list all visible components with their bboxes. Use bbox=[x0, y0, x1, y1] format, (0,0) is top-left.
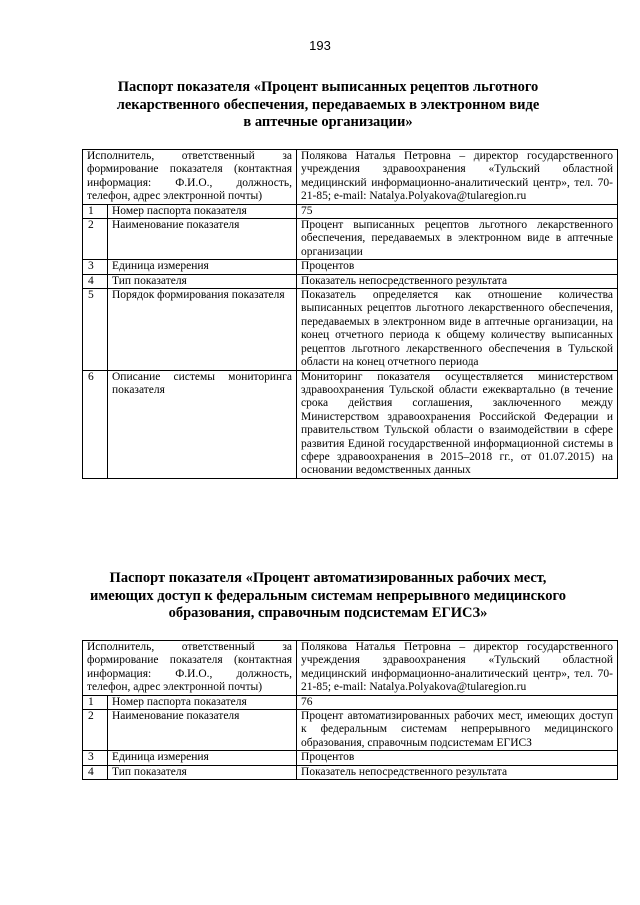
row-label: Наименование показателя bbox=[108, 219, 297, 260]
page-number: 193 bbox=[309, 38, 331, 53]
table-row bbox=[83, 274, 618, 288]
row-value: Процентов bbox=[297, 751, 618, 765]
row-number: 1 bbox=[83, 204, 108, 218]
executor-value: Полякова Наталья Петровна – директор государственного учреждения здравоохранения «Тульский областной медицинский информационно-аналитический центр», тел. 70-21-85; e-mail: Natalya.Polyakova@tularegion.ru bbox=[297, 150, 618, 205]
executor-label: Исполнитель, ответственный за формирование показателя (контактная информация: Ф.И.О., должность, телефон, адрес электронной почты) bbox=[83, 641, 297, 696]
row-label: Единица измерения bbox=[108, 260, 297, 274]
table-row bbox=[83, 370, 618, 478]
row-number: 6 bbox=[83, 370, 108, 478]
row-value: Показатель непосредственного результата bbox=[297, 274, 618, 288]
table-row bbox=[83, 751, 618, 765]
row-number: 5 bbox=[83, 289, 108, 370]
table-row bbox=[83, 219, 618, 260]
row-number: 3 bbox=[83, 260, 108, 274]
row-value: Процент автоматизированных рабочих мест, имеющих доступ к федеральным системам непрерывного медицинского образования, справочным подсистемам ЕГИСЗ bbox=[297, 710, 618, 751]
passport-1-title-line: лекарственного обеспечения, передаваемых в электронном виде bbox=[116, 96, 540, 113]
row-value: Показатель непосредственного результата bbox=[297, 765, 618, 779]
row-label: Номер паспорта показателя bbox=[108, 695, 297, 709]
row-number: 4 bbox=[83, 274, 108, 288]
table-row bbox=[83, 150, 618, 205]
row-value: Показатель определяется как отношение количества выписанных рецептов льготного лекарственного обеспечения, передаваемых в электронном виде в аптечные организации, на конец отчетного периода к общему количеству выписанных рецептов льготного лекарственного обеспечения в Тульской области на конец отчетного периода bbox=[297, 289, 618, 370]
row-number: 2 bbox=[83, 219, 108, 260]
row-number: 4 bbox=[83, 765, 108, 779]
row-label: Номер паспорта показателя bbox=[108, 204, 297, 218]
executor-value: Полякова Наталья Петровна – директор государственного учреждения здравоохранения «Тульский областной медицинский информационно-аналитический центр», тел. 70-21-85; e-mail: Natalya.Polyakova@tularegion.ru bbox=[297, 641, 618, 696]
passport-2-title bbox=[88, 570, 568, 623]
passport-1-title-line: Паспорт показателя «Процент выписанных рецептов льготного bbox=[117, 79, 539, 95]
passport-1-title-line: в аптечные организации» bbox=[243, 114, 413, 130]
executor-label: Исполнитель, ответственный за формирование показателя (контактная информация: Ф.И.О., должность, телефон, адрес электронной почты) bbox=[83, 150, 297, 205]
table-row bbox=[83, 260, 618, 274]
row-value: 76 bbox=[297, 695, 618, 709]
passport-2-title-line: Паспорт показателя «Процент автоматизированных рабочих мест, bbox=[109, 570, 547, 586]
row-value: Процентов bbox=[297, 260, 618, 274]
row-label: Описание системы мониторинга показателя bbox=[108, 370, 297, 478]
row-label: Наименование показателя bbox=[108, 710, 297, 751]
passport-1-table bbox=[82, 149, 618, 479]
table-row bbox=[83, 204, 618, 218]
passport-2-table bbox=[82, 640, 618, 780]
table-row bbox=[83, 765, 618, 779]
row-value: 75 bbox=[297, 204, 618, 218]
table-row bbox=[83, 710, 618, 751]
row-label: Порядок формирования показателя bbox=[108, 289, 297, 370]
row-value: Мониторинг показателя осуществляется министерством здравоохранения Тульской области ежеквартально (в течение срока действия соглашения, заключенного между Министерством здравоохранения Российской Федерации и правительством Тульской области о взаимодействии в сфере развития Единой государственной информационной системы в сфере здравоохранения в 2015–2018 гг., от 01.07.2015) на основании ведомственных данных bbox=[297, 370, 618, 478]
row-label: Тип показателя bbox=[108, 765, 297, 779]
passport-1-title bbox=[88, 79, 568, 132]
row-number: 1 bbox=[83, 695, 108, 709]
row-label: Тип показателя bbox=[108, 274, 297, 288]
row-number: 2 bbox=[83, 710, 108, 751]
table-row bbox=[83, 695, 618, 709]
passport-2-title-line: имеющих доступ к федеральным системам непрерывного медицинского bbox=[90, 587, 566, 604]
row-number: 3 bbox=[83, 751, 108, 765]
table-row bbox=[83, 289, 618, 370]
table-row bbox=[83, 641, 618, 696]
row-label: Единица измерения bbox=[108, 751, 297, 765]
row-value: Процент выписанных рецептов льготного лекарственного обеспечения, передаваемых в электронном виде в аптечные организации bbox=[297, 219, 618, 260]
passport-2-title-line: образования, справочным подсистемам ЕГИСЗ» bbox=[168, 605, 488, 621]
